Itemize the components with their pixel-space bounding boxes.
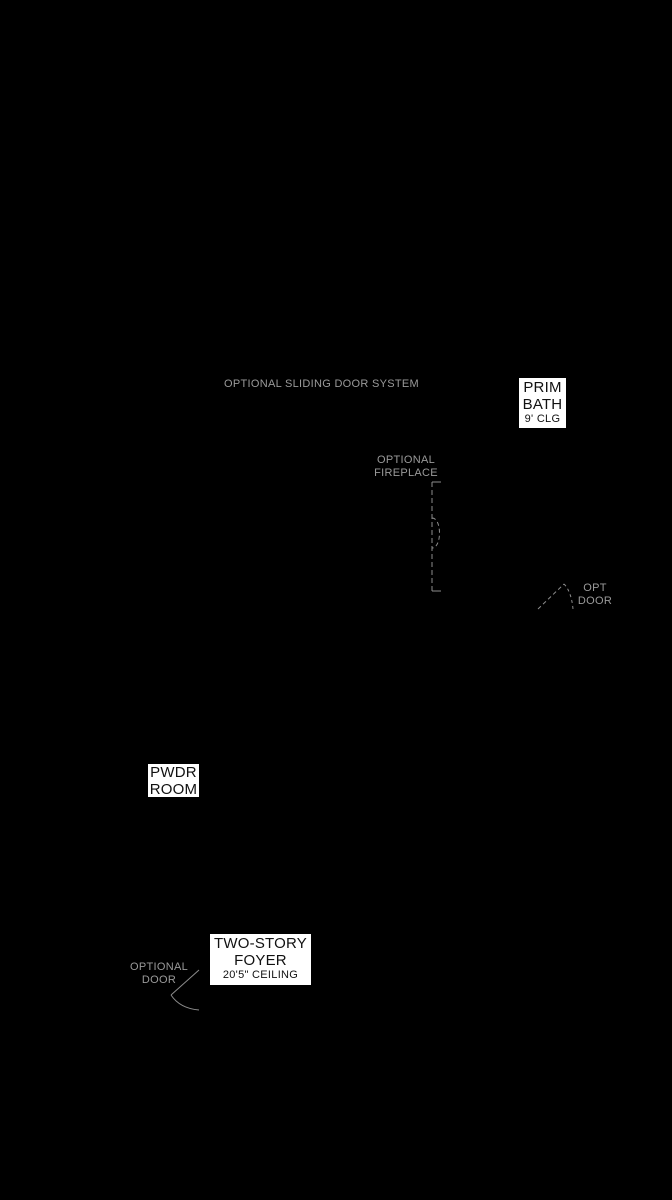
- foyer-label: TWO-STORY FOYER 20'5" CEILING: [210, 934, 311, 985]
- sliding-door-label: OPTIONAL SLIDING DOOR SYSTEM: [224, 378, 420, 390]
- fireplace-label: OPTIONAL FIREPLACE: [374, 454, 438, 479]
- pwdr-room-label: PWDR ROOM: [149, 764, 198, 798]
- prim-bath-label: PRIM BATH 9' CLG: [519, 378, 566, 428]
- optional-door-label: OPTIONAL DOOR: [129, 961, 189, 986]
- fireplace-symbol: [432, 482, 441, 591]
- opt-door-swing: [538, 584, 573, 609]
- opt-door-label: OPT DOOR: [577, 582, 613, 607]
